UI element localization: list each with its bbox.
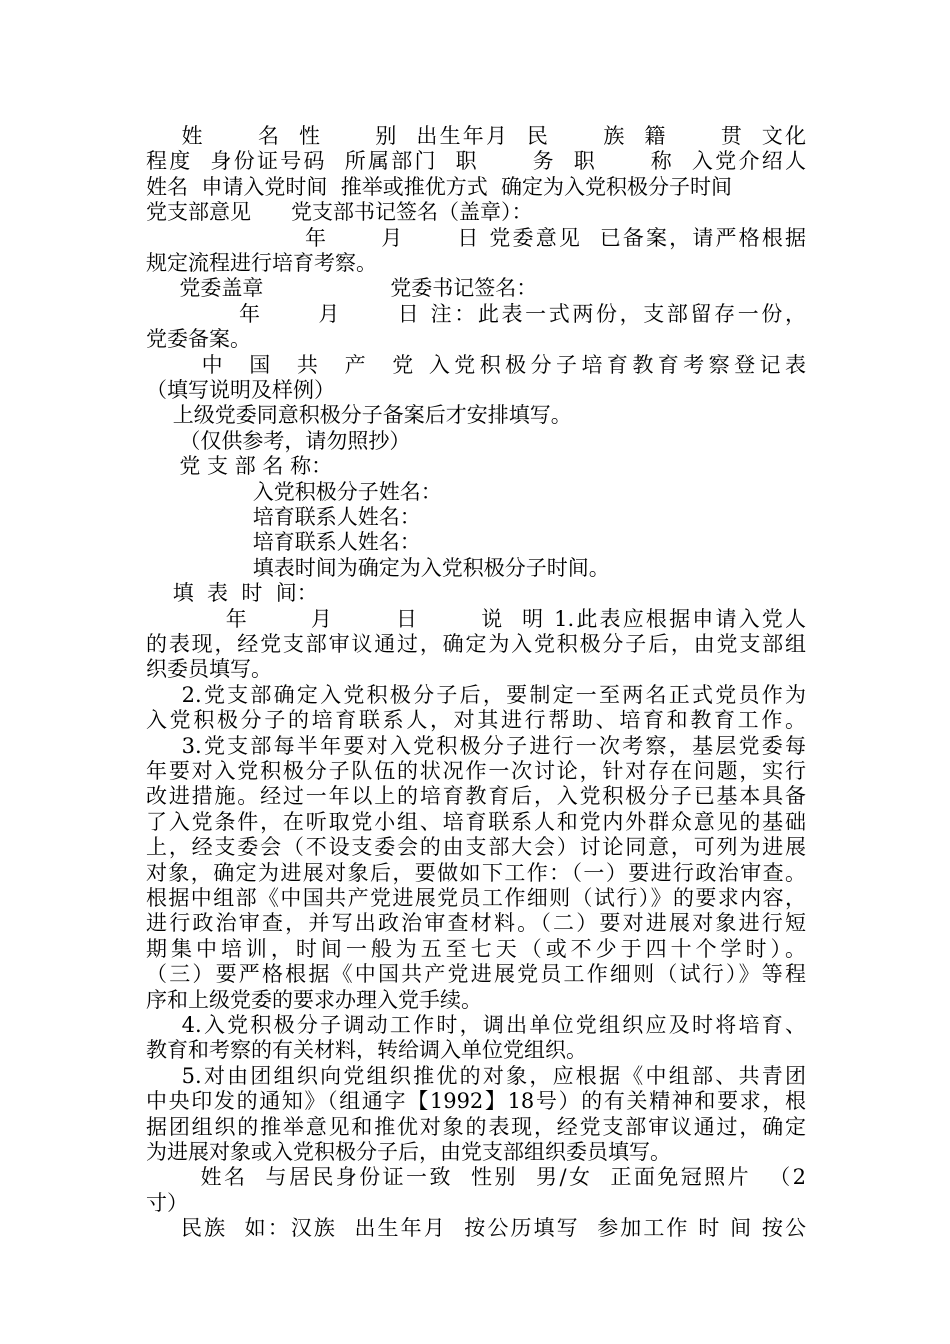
text-line: 为进展对象或入党积极分子后，由党支部组织委员填写。 (146, 1140, 671, 1164)
text-line: 据团组织的推举意见和推优对象的表现，经党支部审议通过，确定 (146, 1114, 806, 1139)
text-line: 对象，确定为进展对象后，要做如下工作：（一）要进行政治审查。 (146, 860, 806, 885)
text-line: 2.党支部确定入党积极分子后，要制定一至两名正式党员作为 (146, 682, 806, 707)
text-line: 党委盖章 党委书记签名： (146, 276, 538, 301)
text-line: 3.党支部每半年要对入党积极分子进行一次考察，基层党委每 (146, 733, 806, 758)
text-line: 党委备案。 (146, 327, 251, 352)
text-line: 姓名 申请入党时间 推举或推优方式 确定为入党积极分子时间 (146, 174, 733, 199)
text-line: 5.对由团组织向党组织推优的对象，应根据《中组部、共青团 (146, 1063, 806, 1088)
text-line: 上，经支委会（不设支委会的由支部大会）讨论同意，可列为进展 (146, 835, 806, 860)
text-line: （三）要严格根据《中国共产党进展党员工作细则（试行）》等程 (146, 962, 806, 987)
text-line: 填 表 时 间： (146, 581, 318, 606)
text-line: 程度 身份证号码 所属部门 职 务 职 称 入党介绍人 (146, 149, 806, 174)
text-line: 年 月 日 说 明 1.此表应根据申请入党人 (146, 606, 806, 631)
text-line: 填表时间为确定为入党积极分子时间。 (146, 555, 610, 580)
text-line: 年 月 日 党委意见 已备案，请严格根据 (146, 225, 806, 250)
text-line: 根据中组部《中国共产党进展党员工作细则（试行）》的要求内容， (146, 886, 806, 910)
text-line: 民族 如：汉族 出生年月 按公历填写 参加工作 时 间 按公 (146, 1216, 806, 1241)
text-line: 4.入党积极分子调动工作时，调出单位党组织应及时将培育、 (146, 1013, 806, 1037)
text-line: 培育联系人姓名： (146, 530, 421, 555)
text-line: 改进措施。经过一年以上的培育教育后，入党积极分子已基本具备 (146, 784, 806, 809)
text-line: 入党积极分子姓名： (146, 479, 442, 504)
text-line: 上级党委同意积极分子备案后才安排填写。 (146, 403, 572, 428)
text-line: 姓 名 性 别 出生年月 民 族 籍 贯 文化 (146, 124, 806, 148)
text-line: 年要对入党积极分子队伍的状况作一次讨论，针对存在问题，实行 (146, 759, 806, 783)
text-line: 了入党条件，在听取党小组、培育联系人和党内外群众意见的基础 (146, 809, 806, 834)
text-line: 入党积极分子的培育联系人，对其进行帮助、培育和教育工作。 (146, 708, 806, 733)
text-line: 寸） (146, 1190, 188, 1215)
text-line: 党 支 部 名 称： (146, 454, 333, 479)
text-line: 的表现，经党支部审议通过，确定为入党积极分子后，由党支部组 (146, 632, 806, 656)
text-line: 进行政治审查，并写出政治审查材料。（二）要对进展对象进行短 (146, 911, 806, 936)
text-line: 年 月 日 注：此表一式两份，支部留存一份， (146, 301, 806, 326)
text-line: 期集中培训，时间一般为五至七天（或不少于四十个学时）。 (146, 936, 806, 961)
text-line: 中 国 共 产 党 入党积极分子培育教育考察登记表 (146, 352, 806, 377)
text-line: 培育联系人姓名： (146, 505, 421, 529)
text-line: 织委员填写。 (146, 657, 272, 682)
text-line: （填写说明及样例） (146, 378, 335, 402)
text-line: 党支部意见 党支部书记签名（盖章）： (146, 200, 533, 225)
text-line: 教育和考察的有关材料，转给调入单位党组织。 (146, 1038, 587, 1063)
text-line: 中央印发的通知》（组通字【1992】18号）的有关精神和要求，根 (146, 1089, 806, 1114)
text-line: （仅供参考，请勿照抄） (146, 428, 411, 453)
text-line: 规定流程进行培育考察。 (146, 251, 377, 275)
text-line: 姓名 与居民身份证一致 性别 男/女 正面免冠照片 （2 (146, 1165, 806, 1190)
text-line: 序和上级党委的要求办理入党手续。 (146, 987, 482, 1012)
